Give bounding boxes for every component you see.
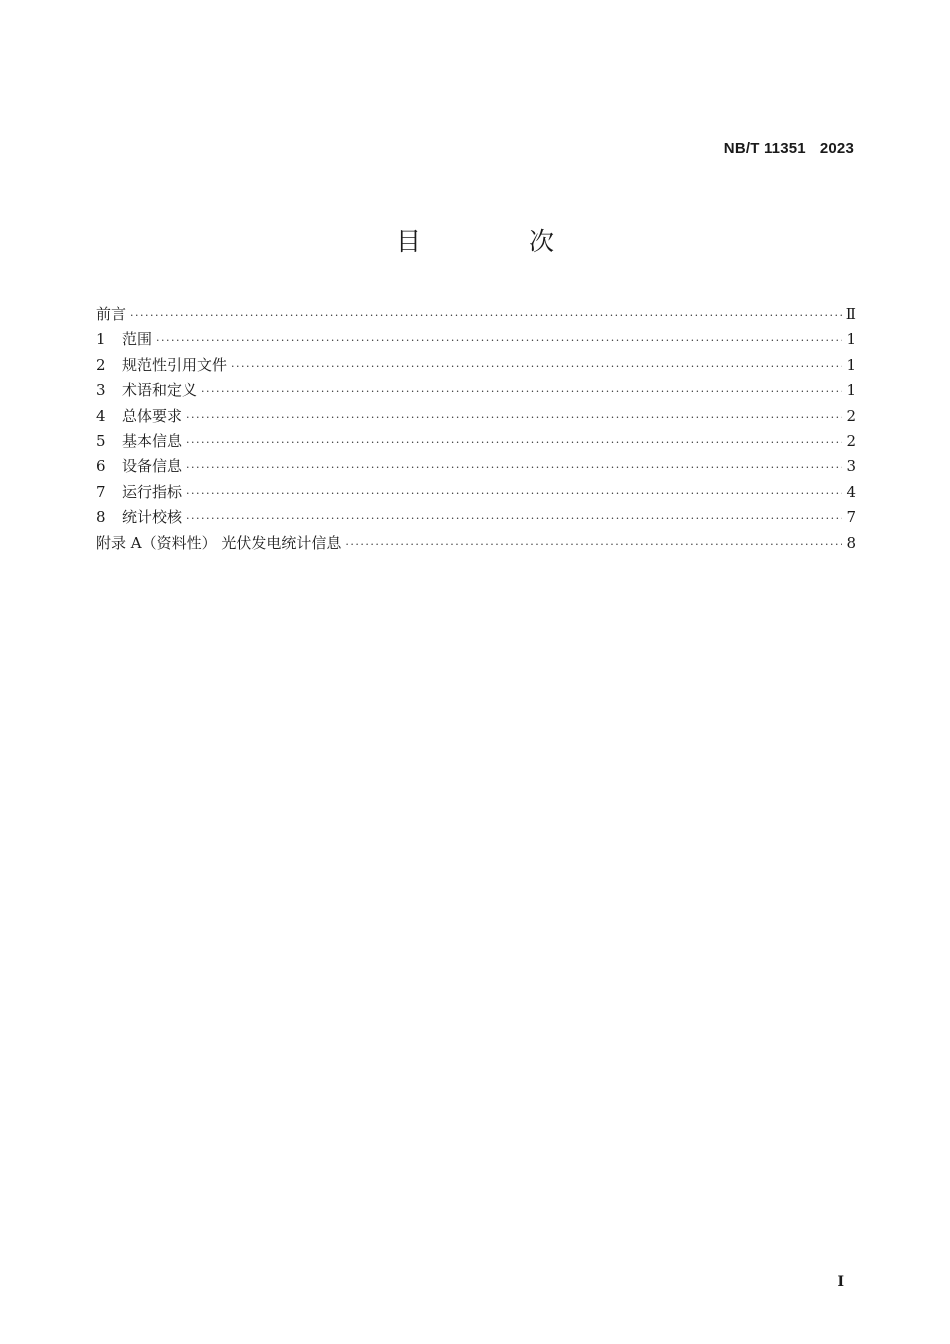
table-of-contents	[96, 302, 856, 556]
toc-entry-page: 1	[846, 330, 856, 349]
page-number: I	[837, 1274, 844, 1290]
toc-entry-5[interactable]	[96, 429, 856, 454]
toc-entry-number: 1	[96, 330, 106, 349]
toc-entry-number: 6	[96, 457, 106, 476]
toc-entry-number: 5	[96, 431, 106, 450]
toc-entry-page: 1	[846, 381, 856, 400]
standard-year: 2023	[819, 140, 854, 157]
toc-entry-label: 设备信息	[122, 457, 183, 476]
toc-entry-number: 3	[96, 381, 106, 400]
toc-entry-label: 运行指标	[122, 482, 183, 501]
toc-entry-page: 7	[846, 508, 856, 527]
toc-leader-dots	[201, 379, 842, 404]
toc-entry-page: 3	[846, 457, 856, 476]
toc-entry-label: 统计校核	[122, 508, 183, 527]
toc-leader-dots	[186, 506, 842, 531]
toc-entry-label: 总体要求	[122, 406, 183, 425]
page-title: 目 次	[396, 227, 604, 256]
toc-entry-page: Ⅱ	[845, 305, 856, 323]
toc-entry-3[interactable]	[96, 378, 856, 403]
toc-leader-dots	[186, 481, 842, 506]
toc-entry-foreword[interactable]	[96, 302, 856, 327]
toc-entry-label: 范围	[122, 330, 153, 349]
standard-code	[724, 140, 854, 157]
toc-entry-number: 8	[96, 508, 106, 527]
standard-number: NB/T 11351	[723, 140, 806, 157]
toc-entry-page: 1	[846, 355, 856, 374]
toc-entry-4[interactable]	[96, 404, 856, 429]
toc-entry-page: 8	[846, 533, 856, 552]
toc-leader-dots	[345, 532, 842, 557]
toc-entry-label: 前言	[96, 305, 127, 323]
toc-entry-label: 规范性引用文件	[122, 355, 228, 374]
toc-entry-page: 4	[846, 482, 856, 501]
toc-entry-label: 基本信息	[122, 431, 183, 450]
toc-entry-7[interactable]	[96, 480, 856, 505]
toc-entry-label: 附录 A（资料性） 光伏发电统计信息	[96, 533, 342, 552]
toc-entry-label: 术语和定义	[122, 381, 198, 400]
toc-entry-2[interactable]	[96, 353, 856, 378]
toc-entry-number: 4	[96, 406, 106, 425]
toc-entry-number: 7	[96, 482, 106, 501]
toc-entry-6[interactable]	[96, 454, 856, 479]
toc-leader-dots	[186, 455, 842, 480]
toc-leader-dots	[130, 303, 842, 328]
toc-leader-dots	[156, 328, 842, 353]
toc-leader-dots	[186, 405, 842, 430]
toc-entry-1[interactable]	[96, 327, 856, 352]
toc-entry-appendix-a[interactable]	[96, 531, 856, 556]
toc-entry-number: 2	[96, 355, 106, 374]
toc-entry-8[interactable]	[96, 505, 856, 530]
toc-entry-page: 2	[846, 406, 856, 425]
toc-leader-dots	[186, 430, 842, 455]
toc-leader-dots	[231, 354, 842, 379]
toc-entry-page: 2	[846, 431, 856, 450]
